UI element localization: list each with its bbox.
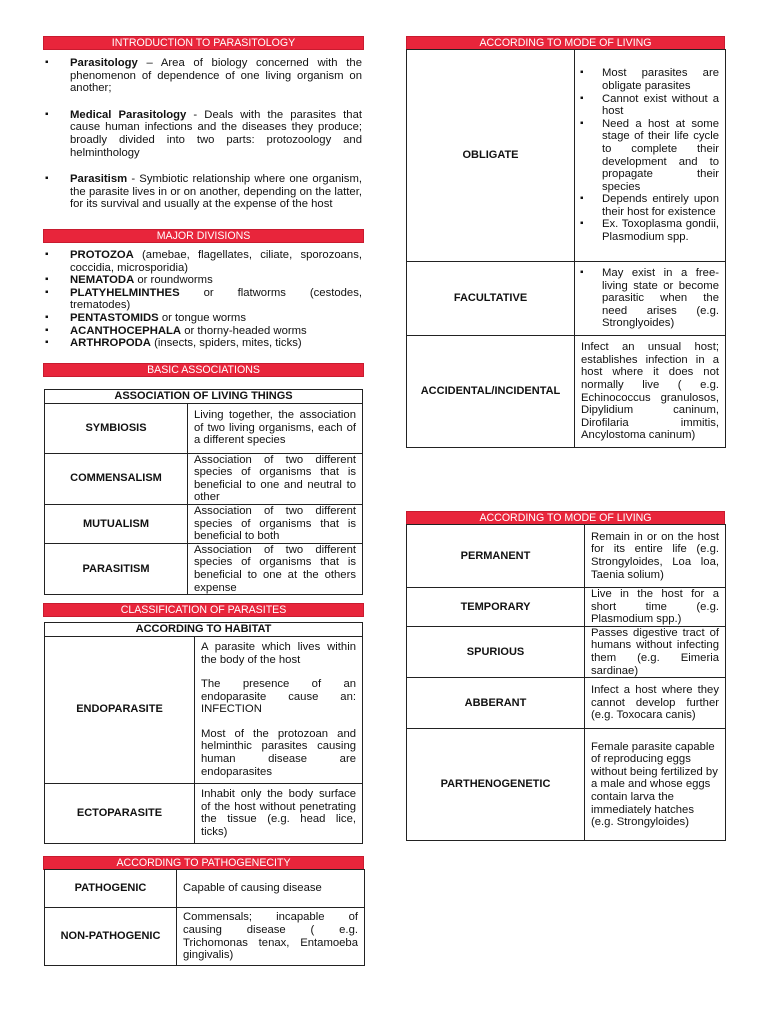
- list-item: ▪ Parasitology – Area of biology concerned with the phenomenon of dependence of one living organism on another;: [43, 57, 362, 95]
- major-list: [43, 249, 362, 350]
- table-row: ACCIDENTAL/INCIDENTAL Infect an unsual host; establishes infection in a host where it does not normally live ( e.g. Echinococcus granulosos, Dipylidium caninum, Dirofilaria immitis, Ancylostoma caninum): [407, 336, 726, 448]
- table-row: OBLIGATE ▪ Most parasites are obligate parasites ▪ Cannot exist without a host ▪ Need a host at some stage of their life cycle to complete their development and to propagate their species ▪ Depends entirely upon their host for existence ▪ Ex. Toxoplasma gondii, Plasmodium spp.: [407, 50, 726, 262]
- list-item: ▪ Most parasites are obligate parasites: [578, 67, 719, 92]
- list-item: ▪ Medical Parasitology - Deals with the parasites that cause human infections and the diseases they produce; broadly divided into two parts: protozoology and helminthology: [43, 109, 362, 159]
- table-row: PATHOGENIC Capable of causing disease: [45, 870, 365, 908]
- list-item: ▪ Parasitism - Symbiotic relationship where one organism, the parasite lives in or on another, depending on the latter, for its survival and usually at the expense of the host: [43, 173, 362, 211]
- association-table: [44, 389, 363, 595]
- table-row: NON-PATHOGENIC Commensals; incapable of causing disease ( e.g. Trichomonas tenax, Entamoeba gingivalis): [45, 908, 365, 966]
- table-title: ASSOCIATION OF LIVING THINGS: [45, 390, 363, 404]
- table-row: ABBERANT Infect a host where they cannot develop further (e.g. Toxocara canis): [407, 678, 726, 729]
- habitat-table: [44, 622, 363, 844]
- mode-of-living-table-2: [406, 524, 726, 841]
- list-item: ▪ Ex. Toxoplasma gondii, Plasmodium spp.: [578, 218, 719, 243]
- table-row: FACULTATIVE ▪ May exist in a free-living state or become parasitic when the need arises (e.g. Stronglyoides): [407, 262, 726, 336]
- list-item: ▪ Need a host at some stage of their life cycle to complete their development and to propagate their species: [578, 118, 719, 194]
- list-item: ▪ ACANTHOCEPHALA or thorny-headed worms: [43, 325, 362, 338]
- table-row: SYMBIOSIS Living together, the association of two living organisms, each of a different species: [45, 403, 363, 453]
- basic-associations-header: BASIC ASSOCIATIONS: [43, 363, 364, 377]
- intro-header: INTRODUCTION TO PARASITOLOGY: [43, 36, 364, 50]
- classification-header: CLASSIFICATION OF PARASITES: [43, 603, 364, 617]
- pathogenecity-table: [44, 869, 365, 966]
- major-header: MAJOR DIVISIONS: [43, 229, 364, 243]
- table-row: TEMPORARY Live in the host for a short time (e.g. Plasmodium spp.): [407, 588, 726, 627]
- list-item: ▪ Cannot exist without a host: [578, 93, 719, 118]
- obligate-list: [578, 67, 719, 243]
- list-item: ▪ PENTASTOMIDS or tongue worms: [43, 312, 362, 325]
- mode-of-living-header: ACCORDING TO MODE OF LIVING: [406, 36, 725, 50]
- table-row: ECTOPARASITE Inhabit only the body surface of the host without penetrating the tissue (e.g. head lice, ticks): [45, 783, 363, 843]
- list-item: ▪ May exist in a free-living state or become parasitic when the need arises (e.g. Stronglyoides): [578, 267, 719, 330]
- list-item: ▪ PROTOZOA (amebae, flagellates, ciliate, sporozoans, coccidia, microsporidia): [43, 249, 362, 274]
- list-item: ▪ NEMATODA or roundworms: [43, 274, 362, 287]
- table-row: ENDOPARASITE A parasite which lives within the body of the host The presence of an endoparasite cause an: INFECTION Most of the protozoan and helminthic parasites causing human disease are endoparasites: [45, 636, 363, 783]
- list-item: ▪ Depends entirely upon their host for existence: [578, 193, 719, 218]
- mode-of-living-header-2: ACCORDING TO MODE OF LIVING: [406, 511, 725, 525]
- list-item: ▪ PLATYHELMINTHES or flatworms (cestodes, trematodes): [43, 287, 362, 312]
- table-row: COMMENSALISM Association of two different species of organisms that is beneficial to one and neutral to other: [45, 453, 363, 504]
- table-row: SPURIOUS Passes digestive tract of humans without infecting them (e.g. Eimeria sardinae): [407, 626, 726, 677]
- table-row: MUTUALISM Association of two different species of organisms that is beneficial to both: [45, 504, 363, 543]
- table-title: ACCORDING TO HABITAT: [45, 623, 363, 637]
- facultative-list: [578, 267, 719, 330]
- pathogenecity-header: ACCORDING TO PATHOGENECITY: [43, 856, 364, 870]
- table-row: PARASITISM Association of two different species of organisms that is beneficial to one at the others expense: [45, 543, 363, 594]
- mode-of-living-table-1: [406, 49, 726, 448]
- table-row: PARTHENOGENETIC Female parasite capable of reproducing eggs without being fertilized by a male and whose eggs contain larva the immediately hatches (e.g. Strongyloides): [407, 729, 726, 841]
- intro-list: [43, 57, 362, 211]
- table-row: PERMANENT Remain in or on the host for its entire life (e.g. Strongyloides, Loa loa, Taenia solium): [407, 525, 726, 588]
- list-item: ▪ ARTHROPODA (insects, spiders, mites, ticks): [43, 337, 362, 350]
